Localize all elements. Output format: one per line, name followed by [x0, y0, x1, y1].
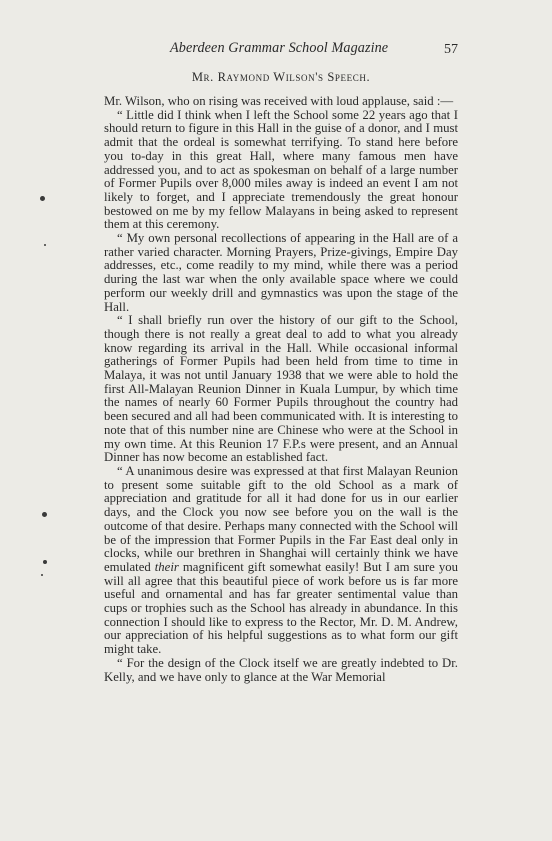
- intro-paragraph: Mr. Wilson, who on rising was received with loud applause, said :—: [104, 94, 454, 108]
- paragraph-4-text-b: magnificent gift somewhat easily! But I am sure you will all agree that this beautiful piece of work before us is far more useful and ornamental and has far greater sentimental value than cups or trophies such as the School has already in abundance. In this connection I should like to express to the Rector, Mr. D. M. Andrew, our appreciation of his helpful suggestions as to what form our gift might take.: [104, 559, 458, 657]
- paragraph-2: “ My own personal recollections of appearing in the Hall are of a rather varied character. Morning Prayers, Prize-givings, Empire Day addresses, etc., come readily to my mind, while there was a period during the last war when the only available space where we could perform our weekly drill and gymnastics was upon the stage of the Hall.: [104, 231, 458, 314]
- page-number: 57: [444, 42, 458, 57]
- speech-body: [104, 95, 458, 684]
- margin-dot: [42, 512, 47, 517]
- paragraph-4-text-a: “ A unanimous desire was expressed at that first Malayan Reunion to present some suitable gift to the old School as a mark of appreciation and gratitude for all it had done for us in our earlier days, and the Clock you now see before you on the wall is the outcome of that desire. Perhaps many connected with the School will be of the impression that Former Pupils in the Far East deal only in clocks, while our brethren in Shanghai will certainly think we have emulated: [104, 463, 458, 574]
- paragraph-4: [104, 465, 458, 657]
- emphasis-their: their: [154, 559, 179, 574]
- margin-dot: [43, 560, 47, 564]
- margin-dot: [40, 196, 45, 201]
- margin-dot: [44, 244, 46, 246]
- paragraph-3: “ I shall briefly run over the history of our gift to the School, though there is not really a great deal to add to what you already know regarding its arrival in the Hall. While occasional informal gatherings of Former Pupils had been held from time to time in Malaya, it was not until January 1938 that we were able to hold the first All-Malayan Reunion Dinner in Kuala Lumpur, by which time the names of nearly 60 Former Pupils throughout the country had been secured and all had been communicated with. It is interesting to note that of this number nine are Chinese who were at the School in my own time. At this Reunion 17 F.P.s were present, and an Annual Dinner has now become an established fact.: [104, 313, 458, 465]
- margin-dot: [41, 574, 43, 576]
- paragraph-1: “ Little did I think when I left the School some 22 years ago that I should return to figure in this Hall in the guise of a donor, and I must admit that the ordeal is somewhat terrifying. To stand here before you to-day in this great Hall, where many famous men have addressed you, and to act as spokesman on behalf of a large number of Former Pupils over 8,000 miles away is indeed an event I am not likely to forget, and I appreciate tremendously the great honour bestowed on me by my fellow Malayans in being asked to represent them at this ceremony.: [104, 107, 458, 232]
- paragraph-5: “ For the design of the Clock itself we are greatly indebted to Dr. Kelly, and we have only to glance at the War Memorial: [104, 655, 458, 684]
- speech-title: Mr. Raymond Wilson's Speech.: [191, 70, 371, 84]
- running-header: [104, 40, 458, 60]
- magazine-title: Aberdeen Grammar School Magazine: [170, 40, 389, 56]
